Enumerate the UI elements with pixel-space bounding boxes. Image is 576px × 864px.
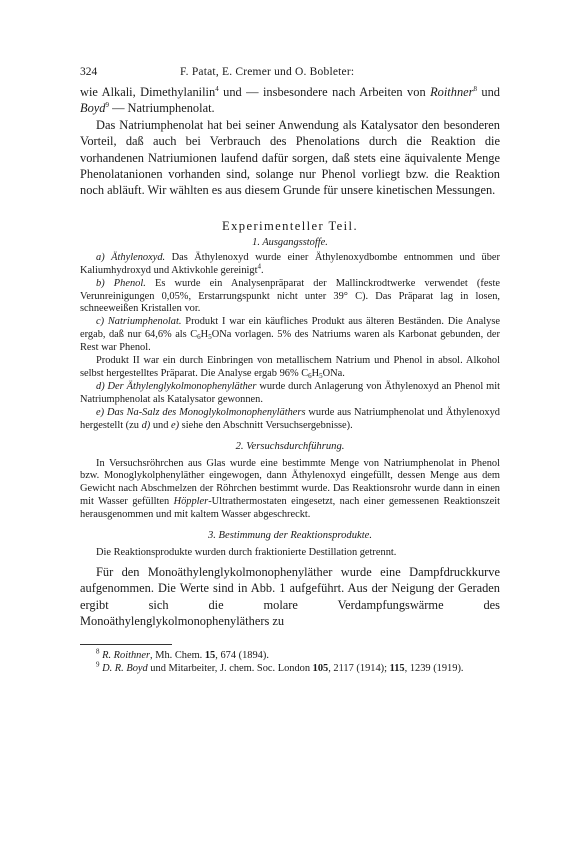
footnote-9: $^9$ D. R. Boyd und Mitarbeiter, J. chem. Soc. London 105, 2117 (1914); 115, 1239 (1919). xyxy=(96,660,464,674)
item-e-na-salt: e) Das Na-Salz des Monoglykolmonophenyläthers wurde aus Natriumphenolat und Äthylenoxyd hergestellt (zu d) und e) siehe den Abschnitt Versuchsergebnisse). xyxy=(80,406,501,431)
item-c-product-2: Produkt II war ein durch Einbringen von metallischem Natrium und Phenol in absol. Alkohol selbst hergestelltes Präparat. Die Analyse ergab 96% $C_6H_5ONa$. xyxy=(80,355,500,380)
item-b-phenol: b) Phenol. Es wurde ein Analysenpräparat der Mallinckrodtwerke verwendet (feste Verunreinigungen 0,05%, Erstarrungspunkt nicht unter 39° C). Das Präparat lag in losen, schneeweißen Kristallen vor. xyxy=(80,277,500,315)
section-heading-experimental: Experimenteller Teil. xyxy=(222,218,358,233)
products-paragraph-1: Die Reaktionsprodukte wurden durch fraktionierte Destillation getrennt. xyxy=(96,547,397,559)
subheading-versuchsdurchfuehrung: 2. Versuchsdurchführung. xyxy=(235,440,345,452)
footnote-rule xyxy=(80,644,172,645)
item-a-ethylene-oxide: a) Äthylenoxyd. Das Äthylenoxyd wurde einer Äthylenoxydbombe entnommen und über Kaliumhydroxyd und Aktivkohle gereinigt$^4$. xyxy=(80,251,501,276)
intro-paragraph-1: wie Alkali, Dimethylanilin$^4$ und — insbesondere nach Arbeiten von Roithner$^8$ und Boyd$^9$ — Natriumphenolat. xyxy=(80,84,500,116)
products-paragraph-2: Für den Monoäthylenglykolmonophenyläther wurde eine Dampfdruckkurve aufgenommen. Die Werte sind in Abb. 1 aufgeführt. Aus der Neigung der Geraden ergibt sich die molare Verdampfungswärme des Monoäthylenglykolmonophenyläthers zu xyxy=(80,564,500,629)
intro-paragraph-2: Das Natriumphenolat hat bei seiner Anwendung als Katalysator den besonderen Vorteil, daß auch bei Verbrauch des Phenolations durch die Reaktion die vorhandenen Natriumionen laufend dafür sorgen, daß stets eine äquivalente Menge Phenolatanionen vorhanden sind, solange nur Phenol vorliegt bzw. die Reaktion noch abläuft. Wir wählten es aus diesem Grunde für unsere kinetischen Messungen. xyxy=(80,117,500,198)
page xyxy=(80,66,500,675)
page-number: 324 xyxy=(80,66,98,78)
running-head: F. Patat, E. Cremer und O. Bobleter: xyxy=(180,66,355,78)
footnote-8: $^8$ R. Roithner, Mh. Chem. 15, 674 (1894). xyxy=(96,647,269,661)
subheading-ausgangsstoffe: 1. Ausgangsstoffe. xyxy=(252,236,328,248)
procedure-paragraph: In Versuchsröhrchen aus Glas wurde eine bestimmte Menge von Natriumphenolat in Phenol bzw. Monoglykolphenyläther eingewogen, dann Äthylenoxyd eingefüllt, dessen Menge aus dem Gewicht nach Abschmelzen der Röhrchen bestimmt wurde. Das Reaktionsrohr wurde dann in einen mit Wasser gefüllten Höppler-Ultrathermostaten eingesetzt, nach einer gemessenen Reaktionszeit herausgenommen und mit kaltem Wasser abgeschreckt. xyxy=(80,457,501,521)
subheading-bestimmung: 3. Bestimmung der Reaktionsprodukte. xyxy=(207,530,373,542)
item-d-glycol-ether: d) Der Äthylenglykolmonophenyläther wurde durch Anlagerung von Äthylenoxyd an Phenol mit Natriumphenolat als Katalysator gewonnen. xyxy=(80,380,500,405)
item-c-sodium-phenolate: c) Natriumphenolat. Produkt I war ein käufliches Produkt aus älteren Beständen. Die Analyse ergab, daß nur 64,6% als $C_6H_5ONa$ vorlagen. 5% des Natriums waren als Karbonat gebunden, der Rest war Phenol. xyxy=(80,316,501,354)
running-header xyxy=(80,66,500,84)
